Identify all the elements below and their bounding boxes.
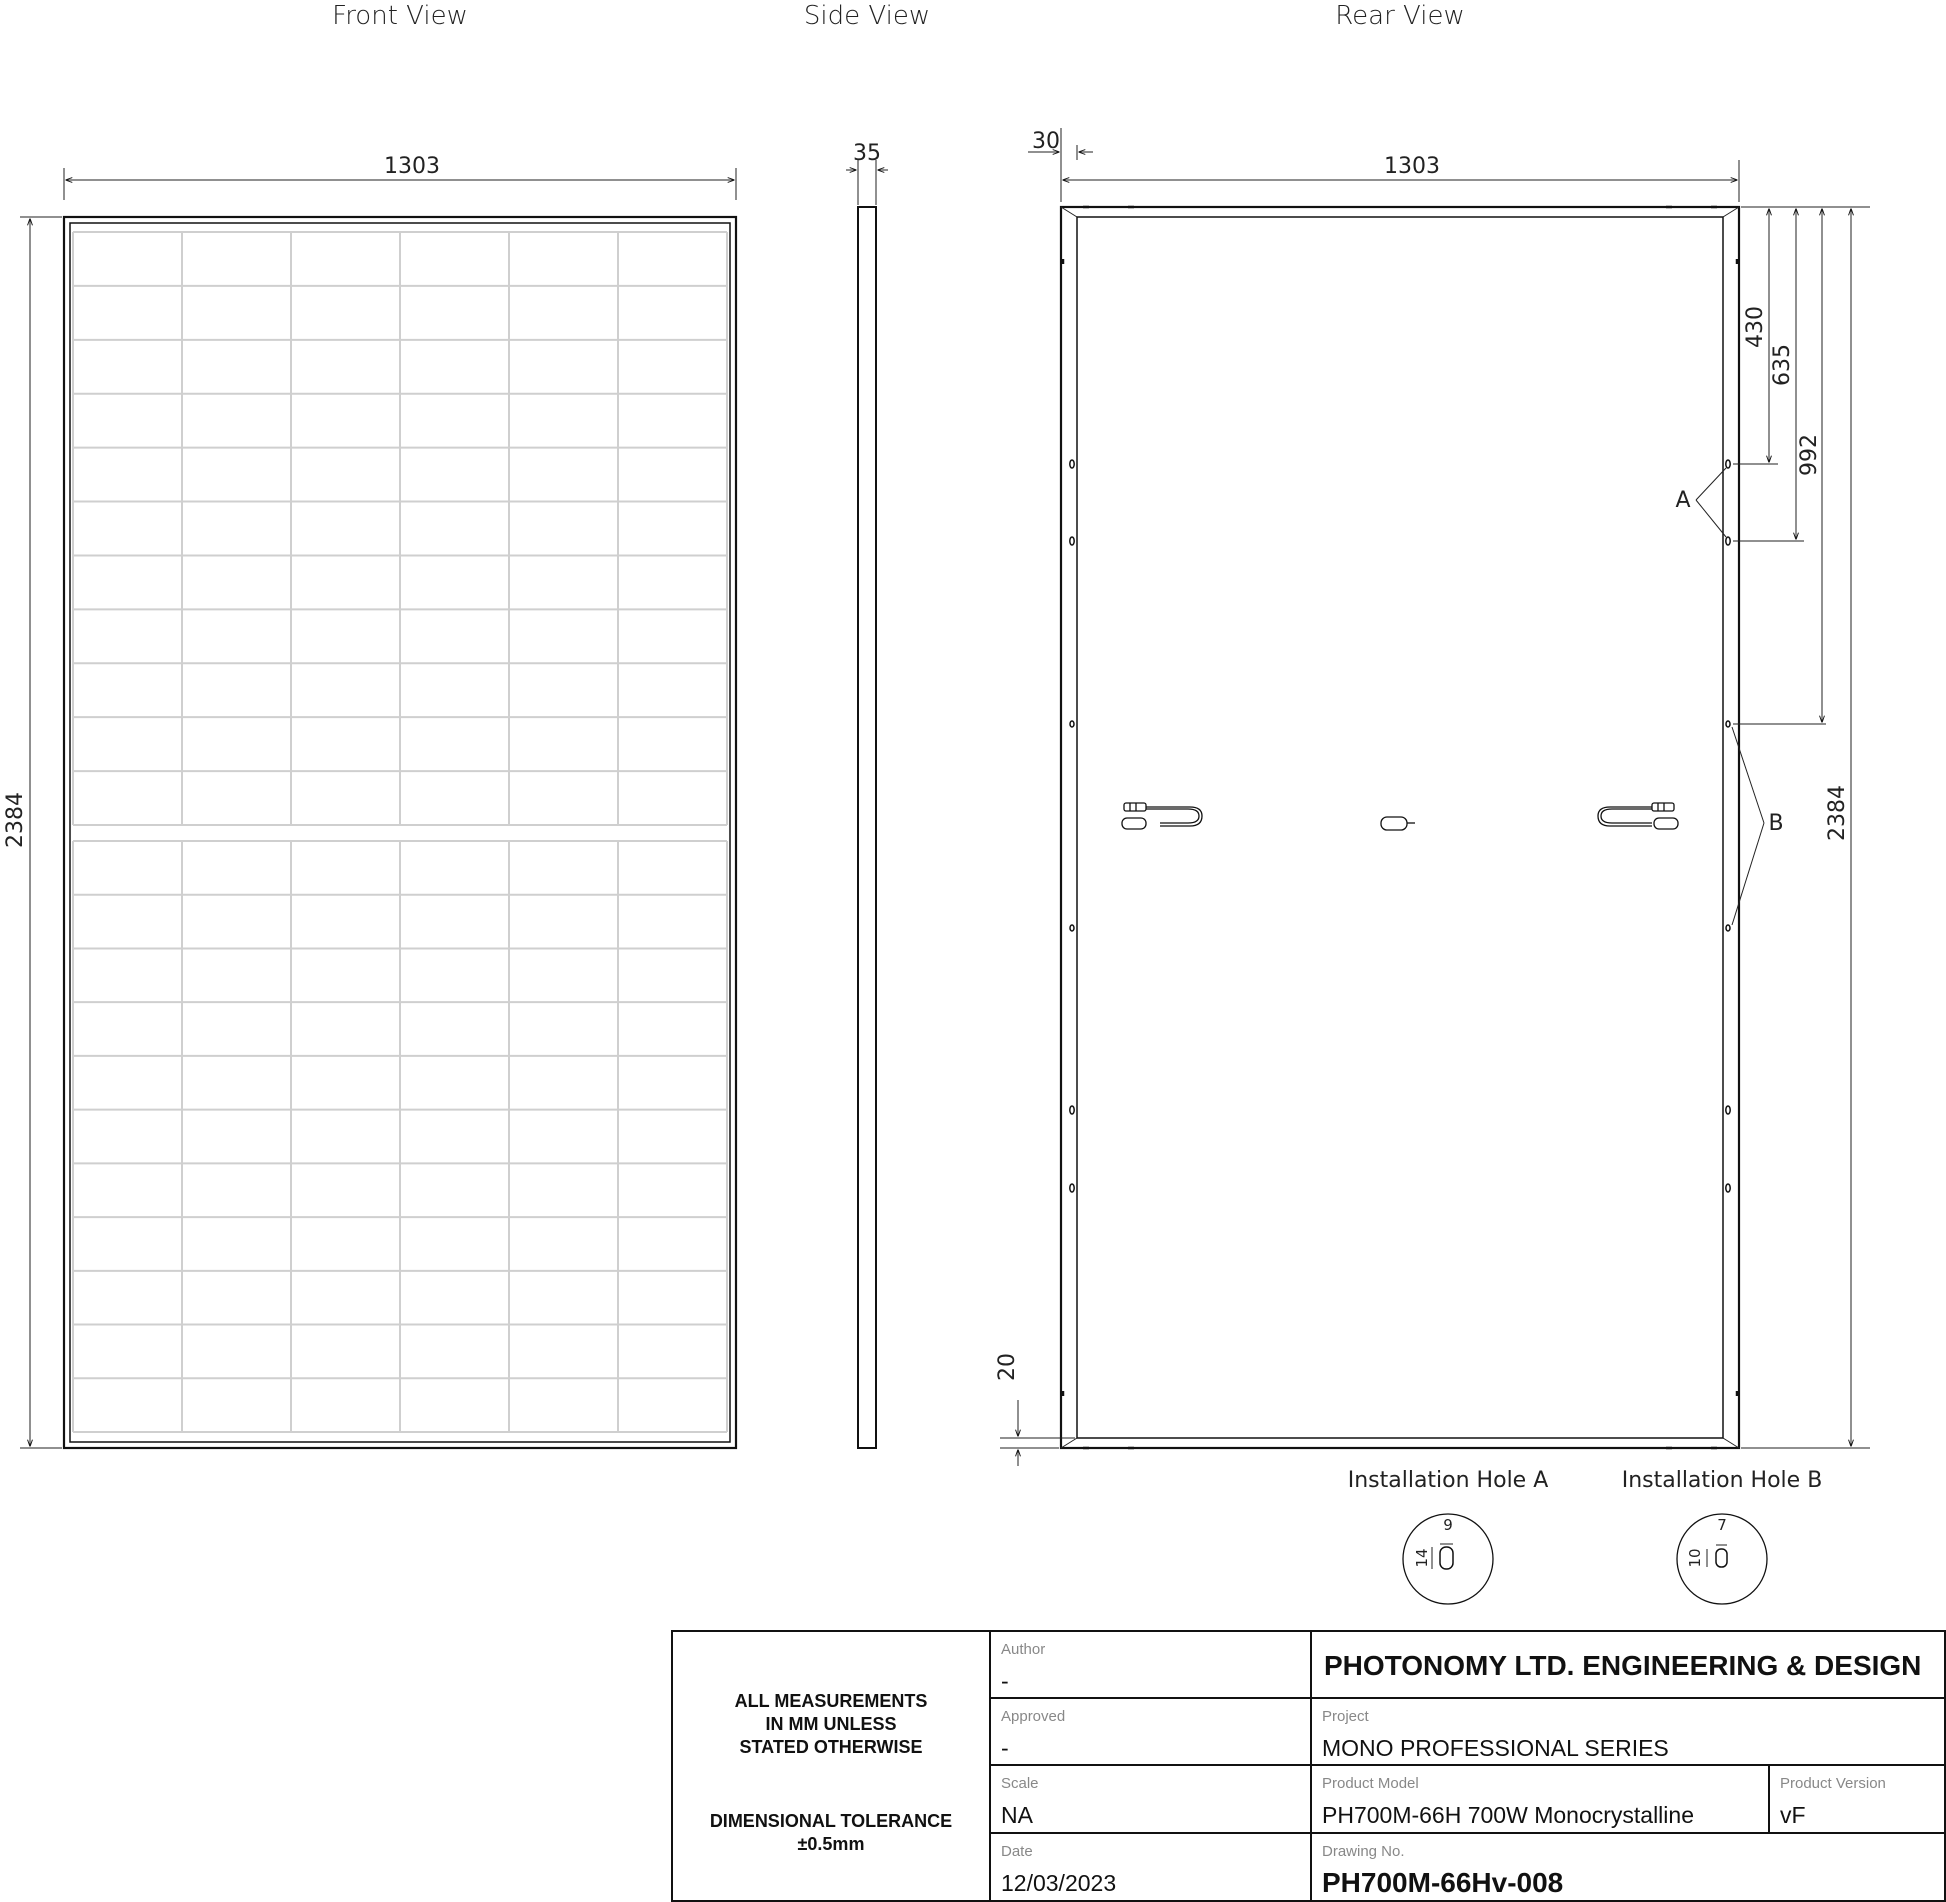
rear-width-dimension: 1303 (1384, 154, 1440, 179)
side-view-title: Side View (803, 1, 931, 31)
tolerance-note: DIMENSIONAL TOLERANCE ±0.5mm (709, 1811, 953, 1854)
date-cell (991, 1834, 1312, 1902)
author-value: - (1001, 1668, 1009, 1694)
product-model-value: PH700M-66H 700W Monocrystalline (1322, 1802, 1694, 1828)
installation-hole-a-detail (1348, 1468, 1549, 1604)
installation-hole-b-detail (1622, 1468, 1823, 1604)
side-view (846, 141, 888, 1448)
approved-cell (991, 1699, 1312, 1766)
hole-a-width-label: 9 (1443, 1516, 1453, 1534)
side-profile (858, 207, 876, 1448)
company-name: PHOTONOMY LTD. ENGINEERING & DESIGN (1324, 1650, 1922, 1681)
project-value: MONO PROFESSIONAL SERIES (1322, 1735, 1669, 1761)
product-version-label: Product Version (1780, 1775, 1886, 1792)
product-model-label: Product Model (1322, 1775, 1419, 1792)
front-width-dimension: 1303 (384, 154, 440, 179)
date-label: Date (1001, 1843, 1033, 1860)
hole-b-width-label: 7 (1717, 1516, 1727, 1534)
cell-grid (73, 232, 727, 1432)
measurement-note: ALL MEASUREMENTS IN MM UNLESS STATED OTHERWISE (734, 1691, 928, 1757)
hole-a-label: A (1675, 488, 1691, 513)
author-label: Author (1001, 1641, 1046, 1658)
hole-a-spacing-dimension: 430 (1743, 306, 1768, 348)
rear-frame (1061, 207, 1739, 1448)
front-view-title: Front View (332, 1, 468, 31)
product-version-cell (1770, 1766, 1946, 1834)
front-view (3, 154, 736, 1448)
hole-b-top-dimension: 992 (1797, 434, 1822, 476)
drawing-number-label: Drawing No. (1322, 1843, 1405, 1860)
product-model-cell (1312, 1766, 1770, 1834)
hole-b-height-label: 10 (1686, 1548, 1704, 1568)
rear-height-dimension: 2384 (1825, 785, 1850, 841)
installation-hole-a-title: Installation Hole A (1347, 1468, 1549, 1493)
title-block (671, 1630, 1946, 1902)
date-value: 12/03/2023 (1001, 1870, 1117, 1896)
product-version-value: vF (1780, 1802, 1806, 1828)
rear-bottom-offset-dimension: 20 (995, 1353, 1020, 1381)
scale-label: Scale (1001, 1775, 1039, 1792)
side-depth-dimension: 35 (853, 141, 881, 166)
hole-a-height-label: 14 (1413, 1548, 1431, 1568)
drawing-number-cell (1312, 1834, 1946, 1902)
scale-cell (991, 1766, 1312, 1834)
hole-a-top-dimension: 635 (1770, 344, 1795, 386)
notes-panel (673, 1632, 991, 1900)
project-label: Project (1322, 1708, 1369, 1725)
junction-box-cables (1122, 803, 1678, 830)
project-cell (1312, 1699, 1946, 1766)
drawing-number-value: PH700M-66Hv-008 (1322, 1867, 1564, 1898)
hole-b-label: B (1768, 811, 1784, 836)
approved-value: - (1001, 1735, 1009, 1761)
scale-value: NA (1001, 1802, 1033, 1828)
rear-inner-frame (1077, 217, 1723, 1438)
author-cell (991, 1632, 1312, 1699)
front-height-dimension: 2384 (3, 792, 28, 848)
rear-view (995, 128, 1870, 1466)
approved-label: Approved (1001, 1708, 1066, 1725)
company-cell (1312, 1632, 1946, 1699)
rear-offset-dimension: 30 (1032, 129, 1060, 154)
installation-hole-b-title: Installation Hole B (1621, 1468, 1823, 1493)
rear-view-title: Rear View (1335, 1, 1465, 31)
